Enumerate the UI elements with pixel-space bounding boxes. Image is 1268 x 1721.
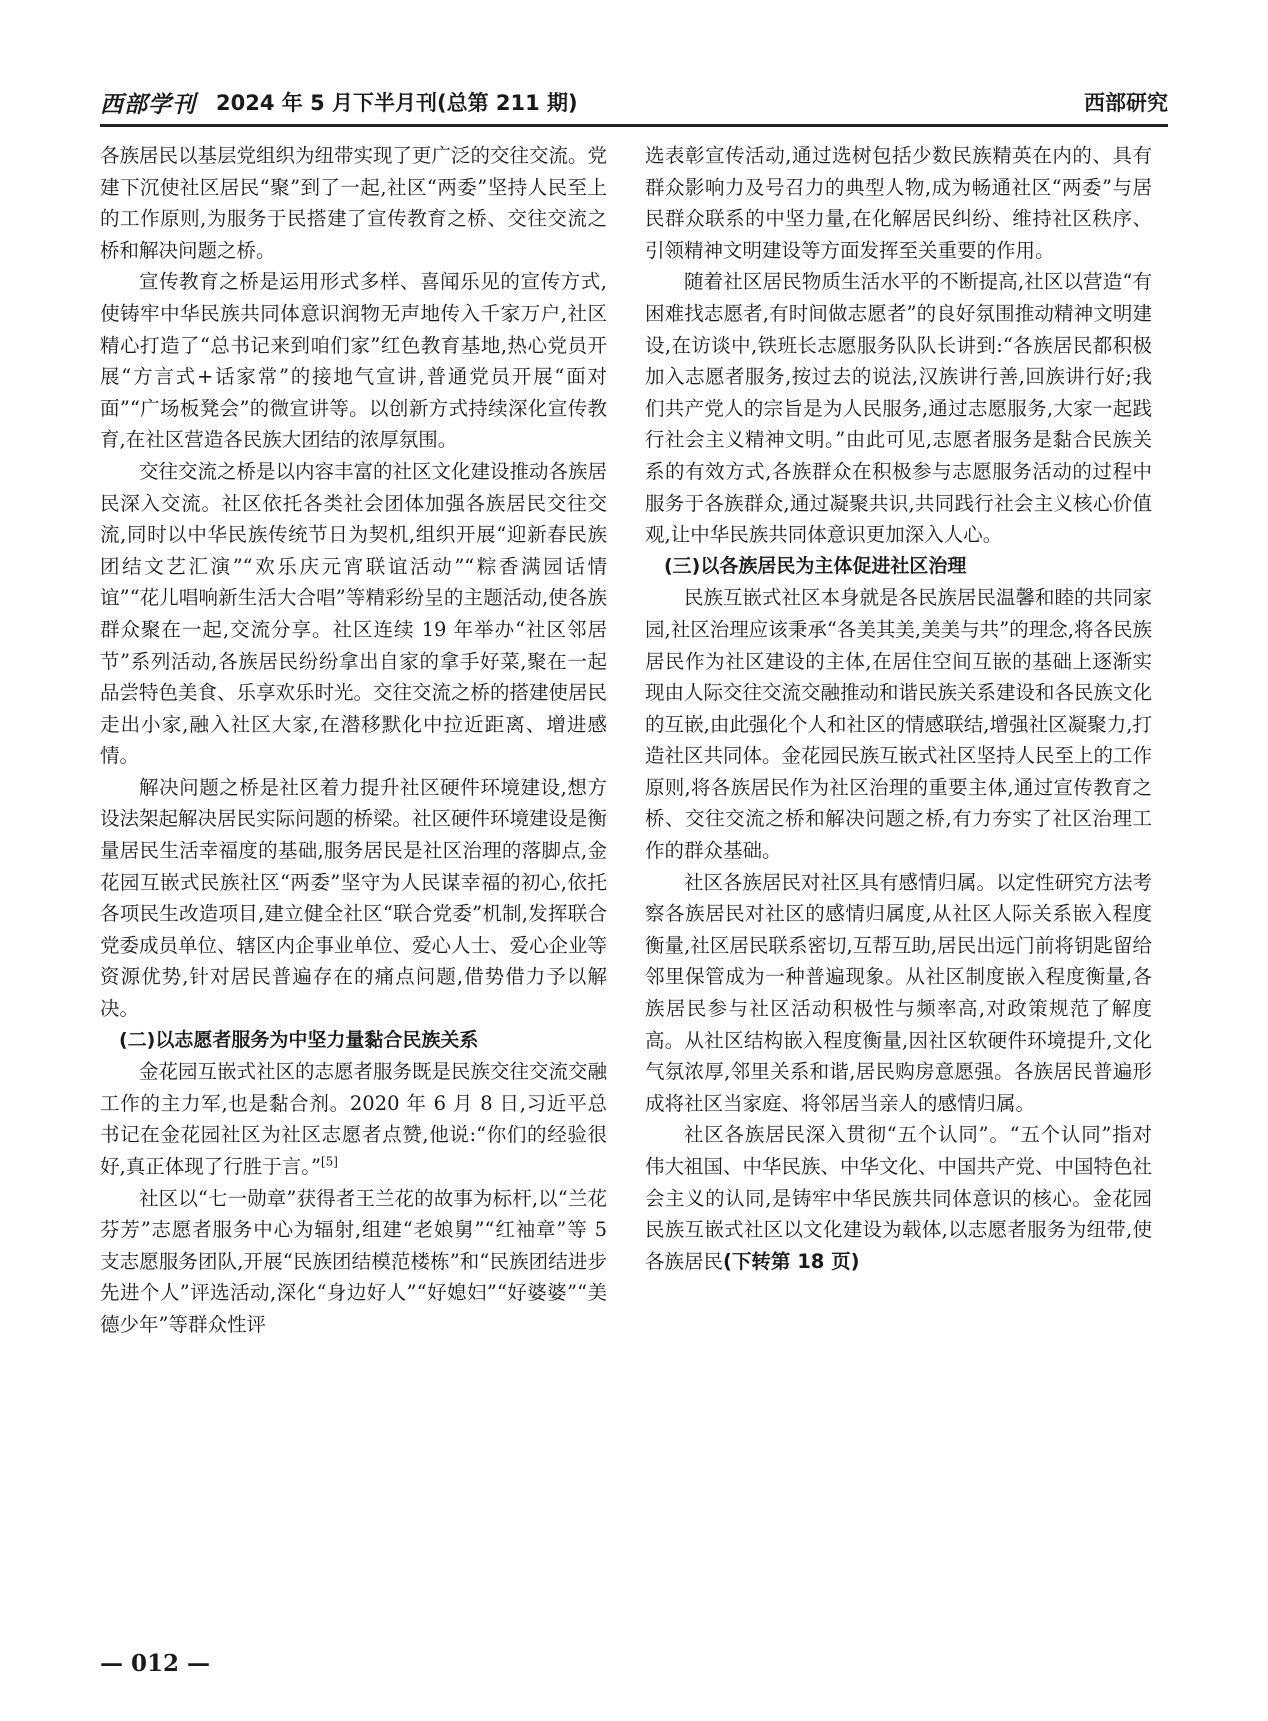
section-name: 西部研究 [1084,91,1168,115]
paragraph: 民族互嵌式社区本身就是各民族居民温馨和睦的共同家园,社区治理应该秉承“各美其美,美美与共”的理念,将各民族居民作为社区建设的主体,在居住空间互嵌的基础上逐渐实现由人际交往交流交融推动和谐民族关系建设和各民族文化的互嵌,由此强化个人和社区的情感联结,增强社区凝聚力,打造社区共同体。金花园民族互嵌式社区坚持人民至上的工作原则,将各族居民作为社区治理的重要主体,通过宣传教育之桥、交往交流之桥和解决问题之桥,有力夯实了社区治理工作的群众基础。 [645,586,1153,863]
paragraph: 社区各族居民对社区具有感情归属。以定性研究方法考察各族居民对社区的感情归属度,从社区人际关系嵌入程度衡量,社区居民联系密切,互帮互助,居民出远门前将钥匙留给邻里保管成为一种普遍现象。从社区制度嵌入程度衡量,各族居民参与社区活动积极性与频率高,对政策规范了解度高。从社区结构嵌入程度衡量,因社区软硬件环境提升,文化气氛浓厚,邻里关系和谐,居民购房意愿强。各族居民普遍形成将社区当家庭、将邻居当亲人的感情归属。 [645,870,1153,1115]
paragraph: 交往交流之桥是以内容丰富的社区文化建设推动各族居民深入交流。社区依托各类社会团体加强各族居民交往交流,同时以中华民族传统节日为契机,组织开展“迎新春民族团结文艺汇演”“欢乐庆元宵联谊活动”“粽香满园话情谊”“花儿唱响新生活大合唱”等精彩纷呈的主题活动,使各族群众聚在一起,交流分享。社区连续 19 年举办“社区邻居节”系列活动,各族居民纷纷拿出自家的拿手好菜,聚在一起品尝特色美食、乐享欢乐时光。交往交流之桥的搭建使居民走出小家,融入社区大家,在潜移默化中拉近距离、增进感情。 [100,459,608,768]
journal-logo: 西部学刊 [100,91,196,118]
right-column [645,140,1152,1277]
left-column [100,140,607,1341]
paragraph: 随着社区居民物质生活水平的不断提高,社区以营造“有困难找志愿者,有时间做志愿者”的良好氛围推动精神文明建设,在访谈中,铁班长志愿服务队队长讲到:“各族居民都积极加入志愿者服务,按过去的说法,汉族讲行善,回族讲行好;我们共产党人的宗旨是为人民服务,通过志愿服务,大家一起践行社会主义精神文明。”由此可见,志愿者服务是黏合民族关系的有效方式,各族群众在积极参与志愿服务活动的过程中服务于各族群众,通过凝聚共识,共同践行社会主义核心价值观,让中华民族共同体意识更加深入人心。 [645,270,1152,547]
paragraph [100,1056,607,1182]
header-rule [100,124,1168,127]
paragraph-text: 社区各族居民深入贯彻“五个认同”。“五个认同”指对伟大祖国、中华民族、中华文化、中国共产党、中国特色社会主义的认同,是铸牢中华民族共同体意识的核心。金花园民族互嵌式社区以文化建设为载体,以志愿者服务为纽带,使各族居民 [645,1123,1153,1273]
paragraph: 各族居民以基层党组织为纽带实现了更广泛的交往交流。党建下沉使社区居民“聚”到了一起,社区“两委”坚持人民至上的工作原则,为服务于民搭建了宣传教育之桥、交往交流之桥和解决问题之桥。 [100,144,608,262]
page-number: — 012 — [100,1650,211,1677]
citation-ref: [5] [320,1154,338,1169]
section-heading: (二)以志愿者服务为中坚力量黏合民族关系 [119,1028,479,1051]
section-heading: (三)以各族居民为主体促进社区治理 [664,554,967,577]
article-body [100,140,1168,1665]
paragraph: 解决问题之桥是社区着力提升社区硬件环境建设,想方设法架起解决居民实际问题的桥梁。社区硬件环境建设是衡量居民生活幸福度的基础,服务居民是社区治理的落脚点,金花园互嵌式民族社区“两委”坚守为人民谋幸福的初心,依托各项民生改造项目,建立健全社区“联合党委”机制,发挥联合党委成员单位、辖区内企事业单位、爱心人士、爱心企业等资源优势,针对居民普遍存在的痛点问题,借势借力予以解决。 [100,775,608,1021]
continued-note: (下转第 18 页) [723,1249,860,1273]
issue-info: 2024 年 5 月下半月刊(总第 211 期) [216,91,578,115]
running-header [100,82,1168,122]
paragraph: 选表彰宣传活动,通过选树包括少数民族精英在内的、具有群众影响力及号召力的典型人物,成为畅通社区“两委”与居民群众联系的中坚力量,在化解居民纠纷、维持社区秩序、引领精神文明建设等方面发挥至关重要的作用。 [645,144,1152,262]
paragraph [645,1119,1152,1277]
paragraph: 宣传教育之桥是运用形式多样、喜闻乐见的宣传方式,使铸牢中华民族共同体意识润物无声地传入千家万户,社区精心打造了“总书记来到咱们家”红色教育基地,热心党员开展“方言式+话家常”的接地气宣讲,普通党员开展“面对面”“广场板凳会”的微宣讲等。以创新方式持续深化宣传教育,在社区营造各民族大团结的浓厚氛围。 [100,270,607,452]
paragraph: 社区以“七一勋章”获得者王兰花的故事为标杆,以“兰花芬芳”志愿者服务中心为辐射,组建“老娘舅”“红袖章”等 5 支志愿服务团队,开展“民族团结模范楼栋”和“民族团结进步先进个人”评选活动,深化“身边好人”“好媳妇”“好婆婆”“美德少年”等群众性评 [100,1186,607,1336]
paragraph-text: 金花园互嵌式社区的志愿者服务既是民族交往交流交融工作的主力军,也是黏合剂。2020 年 6 月 8 日,习近平总书记在金花园社区为社区志愿者点赞,他说:“你们的经验很好,真正体现了行胜于言。” [100,1060,608,1178]
